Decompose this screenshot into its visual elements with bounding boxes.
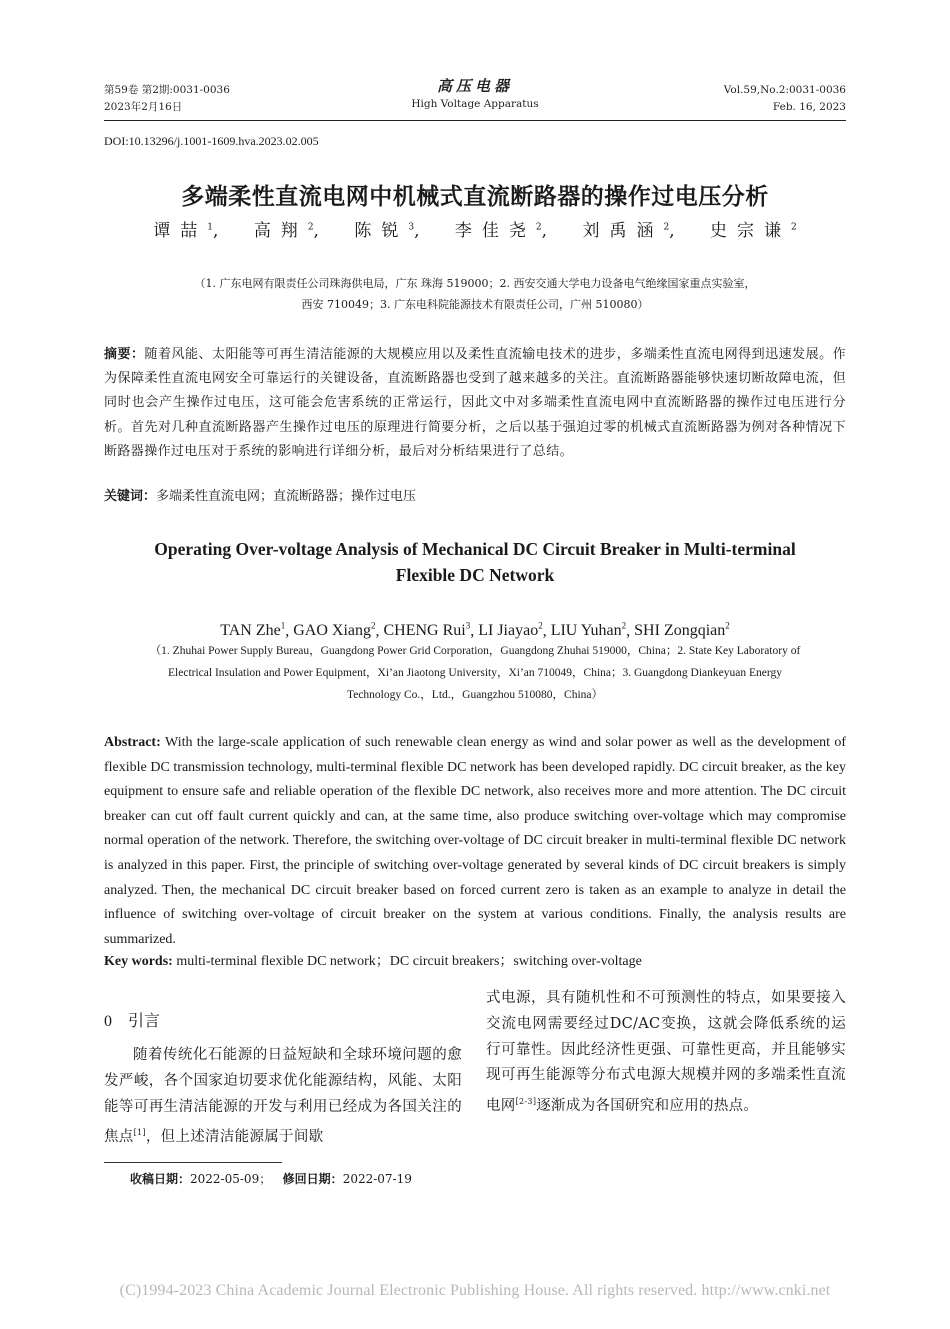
- header-right: [724, 82, 846, 116]
- body-text: ，但上述清洁能源属于间歇: [145, 1129, 324, 1146]
- abstract-en: [104, 731, 846, 952]
- journal-name-en: High Voltage Apparatus: [411, 98, 539, 110]
- section-number: 0: [104, 1013, 112, 1030]
- revised-label: 修回日期：: [282, 1172, 343, 1186]
- footnote: [130, 1170, 412, 1188]
- author-cn: 陈锐$^3$,: [354, 220, 430, 241]
- citation-ref[interactable]: [2-3]: [515, 1097, 537, 1107]
- affiliation-en-line: Technology Co.，Ltd.，Guangzhou 510080，China）: [347, 689, 603, 701]
- body-column-left: [104, 1043, 462, 1151]
- body-text: 逐渐成为各国研究和应用的热点。: [536, 1098, 759, 1115]
- affiliation-cn-line: 西安 710049；3. 广东电科院能源技术有限责任公司，广州 510080）: [301, 298, 649, 311]
- author-en: LIU Yuhan$^2$: [550, 621, 627, 640]
- keywords-en: [104, 950, 846, 974]
- affiliation-cn-line: （1. 广东电网有限责任公司珠海供电局，广东 珠海 519000；2. 西安交通大学电力设备电气绝缘国家重点实验室，: [194, 277, 756, 290]
- body-text: 随着传统化石能源的日益短缺和全球环境问题的愈发严峻，各个国家迫切要求优化能源结构，风能、太阳能等可再生清洁能源的开发与利用已经成为各国关注的焦点: [104, 1047, 462, 1146]
- received-date: 2022-05-09；: [190, 1172, 272, 1186]
- header-left: [104, 82, 230, 116]
- header-center: [400, 76, 550, 113]
- header-divider: [104, 120, 846, 121]
- volume-issue: 第59卷 第2期:0031-0036: [104, 84, 230, 96]
- paper-title-en: [104, 536, 846, 588]
- author-cn: 史宗谦$^2$: [710, 220, 797, 241]
- author-en: GAO Xiang$^2$: [293, 621, 376, 640]
- abstract-cn-label: 摘要：: [104, 347, 145, 362]
- body-column-right: [486, 986, 846, 1120]
- keywords-en-label: Key words:: [104, 954, 173, 969]
- footnote-divider: [104, 1162, 282, 1163]
- paper-title-en-line: Flexible DC Network: [395, 565, 555, 585]
- author-cn: 李佳尧$^2$,: [454, 220, 558, 241]
- affiliation-en-line: （1. Zhuhai Power Supply Bureau，Guangdong Power Grid Corporation，Guangdong Zhuhai 519000，China；2. State Key Laboratory of: [149, 645, 801, 657]
- keywords-cn-text: 多端柔性直流电网；直流断路器；操作过电压: [156, 489, 417, 504]
- section-title: 引言: [128, 1011, 161, 1030]
- affiliations-cn: [130, 273, 820, 315]
- revised-date: 2022-07-19: [342, 1172, 412, 1186]
- abstract-en-label: Abstract:: [104, 735, 161, 750]
- publish-date-en: Feb. 16, 2023: [772, 101, 846, 113]
- journal-logo: 高压电器: [436, 77, 513, 95]
- abstract-cn-text: 随着风能、太阳能等可再生清洁能源的大规模应用以及柔性直流输电技术的进步，多端柔性直流电网得到迅速发展。作为保障柔性直流电网安全可靠运行的关键设备，直流断路器也受到了越来越多的关注。直流断路器能够快速切断故障电流，但同时也会产生操作过电压，这可能会危害系统的正常运行，因此文中对多端柔性直流电网中直流断路器的操作过电压进行分析。首先对几种直流断路器产生操作过电压的原理进行简要分析，之后以基于强迫过零的机械式直流断路器为例对各种情况下断路器操作过电压对于系统的影响进行详细分析，最后对分析结果进行了总结。: [104, 347, 846, 459]
- author-cn: 刘禹涵$^2$,: [582, 220, 685, 241]
- author-cn: 谭喆$^1$,: [153, 220, 229, 241]
- section-heading: [104, 1008, 160, 1031]
- author-en: CHENG Rui$^3$: [383, 621, 471, 640]
- keywords-cn-label: 关键词：: [104, 489, 157, 504]
- volume-issue-en: Vol.59,No.2:0031-0036: [723, 84, 846, 96]
- author-en: LI Jiayao$^2$: [478, 621, 543, 640]
- paper-title-en-line: Operating Over-voltage Analysis of Mechanical DC Circuit Breaker in Multi-terminal: [154, 539, 796, 559]
- author-cn: 高翔$^2$,: [253, 220, 329, 241]
- affiliation-en-line: Electrical Insulation and Power Equipment，Xi’an Jiaotong University，Xi’an 710049，China；3. Guangdong Diankeyuan Energy: [168, 667, 782, 679]
- paper-title-cn: 多端柔性直流电网中机械式直流断路器的操作过电压分析: [181, 184, 769, 210]
- abstract-en-text: With the large-scale application of such renewable clean energy as wind and solar power as well as the development of flexible DC transmission technology, multi-terminal flexible DC network has been developed rapidly. DC circuit breaker, as the key equipment to ensure safe and reliable operation of the flexible DC network, also receives more and more attention. The DC circuit breaker can cut off fault current quickly and can, at the same time, also produce switching over-voltage which may compromise normal operation of the network. Therefore, the switching over-voltage of DC circuit breaker in multi-terminal flexible DC network is analyzed in this paper. First, the principle of switching over-voltage generated by several kinds of DC circuit breakers is simply analyzed. Then, the mechanical DC circuit breaker based on forced current zero is taken as an example to analyze in detail the influence of switching over-voltage of circuit breaker on the system at various conditions. Finally, the analysis results are summarized.: [104, 735, 847, 947]
- author-list-en: TAN Zhe$^1$, GAO Xiang$^2$, CHENG Rui$^3$, LI Jiayao$^2$, LIU Yuhan$^2$, SHI Zongqian$^2$: [220, 621, 730, 640]
- doi[interactable]: DOI:10.13296/j.1001-1609.hva.2023.02.005: [104, 134, 319, 148]
- author-en: TAN Zhe$^1$: [220, 621, 286, 640]
- copyright-notice: (C)1994-2023 China Academic Journal Electronic Publishing House. All rights reserved. http://www.cnki.net: [119, 1282, 831, 1299]
- keywords-en-text: multi-terminal flexible DC network；DC circuit breakers；switching over-voltage: [176, 954, 642, 969]
- received-label: 收稿日期：: [130, 1172, 191, 1186]
- publish-date: 2023年2月16日: [104, 101, 183, 113]
- citation-ref[interactable]: [1]: [133, 1128, 146, 1138]
- author-en: SHI Zongqian$^2$: [634, 621, 730, 640]
- affiliations-en: [104, 640, 846, 706]
- author-list-cn: [104, 216, 846, 242]
- keywords-cn: [104, 486, 846, 508]
- body-text: 式电源，具有随机性和不可预测性的特点，如果要接入交流电网需要经过DC/AC变换，这就会降低系统的运行可靠性。因此经济性更强、可靠性更高，并且能够实现可再生能源等分布式电源大规模并网的多端柔性直流电网: [486, 990, 846, 1115]
- abstract-cn: [104, 343, 846, 464]
